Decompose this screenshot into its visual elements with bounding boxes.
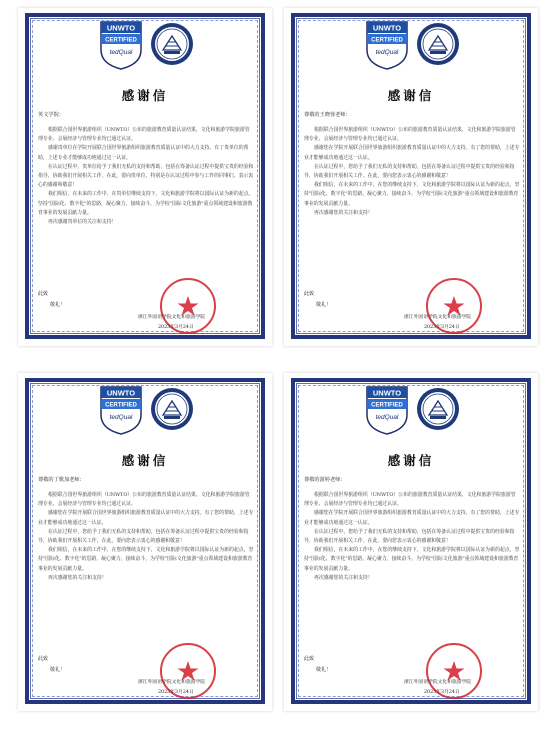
signer-name: 浙江外国语学院文化和旅游学院	[138, 680, 206, 685]
unwto-text: UNWTO	[372, 23, 402, 33]
letter-paragraph: 根据联合国世界旅游组织（UNWTO）公布的旅游教育质量认证结果，文化和旅游学院旅游管理专业、会展经济与管理专业均已通过认证。	[38, 492, 250, 508]
logo-row	[284, 20, 538, 70]
unwto-tedqual-logo	[365, 20, 409, 70]
salute-line: 敬礼！	[50, 302, 66, 308]
unwto-text: UNWTO	[106, 388, 136, 398]
unwto-tedqual-logo	[99, 385, 143, 435]
letter-paragraph: 我们相信，在未来的工作中，在您的继续支持下，文化和旅游学院将以国际认证为新的起点，坚持"国际化、数字化"的思路，凝心聚力，接续奋斗，为学校"国际文化旅游"重点领域建设和旅游教育事业的发展贡献力量。	[38, 547, 254, 572]
university-emblem	[150, 387, 194, 431]
letter-title: 感谢信	[387, 88, 435, 103]
letter-paragraph: 在认证过程中，您给予了我们无私的支持和帮助，包括在筹备认证过程中提供宝贵的经验和指导，协助我们开展相关工作。在此，要向您表示衷心的感谢和敬意！	[38, 528, 249, 545]
signer-name: 浙江外国语学院文化和旅游学院	[138, 315, 206, 320]
letter-paragraph: 我们相信，在未来的工作中，在贵单位继续支持下，文化和旅游学院将以国际认证为新的起点，坚持"国际化、数字化"的思路，凝心聚力，接续奋斗，为学校"国际文化旅游"重点领域建设和旅游教育事业的发展贡献力量。	[38, 191, 254, 216]
unwto-text: UNWTO	[106, 23, 136, 33]
tedqual-text: tedQual	[109, 49, 133, 56]
letter-body	[38, 491, 254, 583]
letter-paragraph: 感谢您在学院开展联合国世界旅游组织旅游教育质量认证中的大力支持。有了您的帮助，上述专业才能够成功地通过这一认证。	[304, 510, 520, 526]
unwto-tedqual-logo	[99, 20, 143, 70]
certified-text: CERTIFIED	[371, 402, 403, 409]
thank-you-letter-1	[18, 8, 272, 346]
university-emblem	[416, 387, 460, 431]
letter-paragraph: 感谢您在学院开展联合国世界旅游组织旅游教育质量认证中的大力支持。有了您的帮助，上述专业才能够成功地通过这一认证。	[38, 510, 254, 526]
letter-salutation: 尊敬的丁歌加老师：	[38, 477, 85, 483]
tedqual-text: tedQual	[375, 49, 399, 56]
logo-row	[18, 385, 272, 435]
salute-line: 敬礼！	[316, 667, 332, 673]
letter-paragraph: 根据联合国世界旅游组织（UNWTO）公布的旅游教育质量认证结果，文化和旅游学院旅游管理专业、会展经济与管理专业均已通过认证。	[38, 127, 250, 143]
letter-paragraph: 根据联合国世界旅游组织（UNWTO）公布的旅游教育质量认证结果，文化和旅游学院旅游管理专业、会展经济与管理专业均已通过认证。	[304, 492, 516, 508]
salute-line: 敬礼！	[50, 667, 66, 673]
letter-salutation: 尊敬的王晓蓉老师：	[304, 112, 351, 118]
letter-paragraph: 我们相信，在未来的工作中，在您的继续支持下，文化和旅游学院将以国际认证为新的起点，坚持"国际化、数字化"的思路，凝心聚力，接续奋斗，为学校"国际文化旅游"重点领域建设和旅游教育事业的发展贡献力量。	[304, 182, 520, 207]
letter-paragraph: 根据联合国世界旅游组织（UNWTO）公布的旅游教育质量认证结果，文化和旅游学院旅游管理专业、会展经济与管理专业均已通过认证。	[304, 127, 516, 143]
tedqual-text: tedQual	[375, 414, 399, 421]
signer-name: 浙江外国语学院文化和旅游学院	[404, 315, 472, 320]
thank-you-letter-4	[284, 373, 538, 711]
letter-paragraph: 再次感谢您的关注和支持！	[314, 574, 373, 581]
closing-line: 此致	[38, 656, 49, 662]
letter-paragraph: 再次感谢贵单位的关注和支持！	[48, 219, 117, 226]
letter-paragraph: 再次感谢您的关注和支持！	[314, 209, 373, 216]
thank-you-letter-2	[284, 8, 538, 346]
tedqual-text: tedQual	[109, 414, 133, 421]
unwto-tedqual-logo	[365, 385, 409, 435]
closing-line: 此致	[304, 656, 315, 662]
signature-date: 2023年3月24日	[424, 325, 460, 330]
unwto-text: UNWTO	[372, 388, 402, 398]
certified-text: CERTIFIED	[371, 37, 403, 44]
logo-row	[284, 385, 538, 435]
signer-name: 浙江外国语学院文化和旅游学院	[404, 680, 472, 685]
university-emblem	[416, 22, 460, 66]
letter-body	[304, 491, 520, 583]
letter-title: 感谢信	[121, 88, 169, 103]
letter-paragraph: 我们相信，在未来的工作中，在您的继续支持下，文化和旅游学院将以国际认证为新的起点，坚持"国际化、数字化"的思路，凝心聚力，接续奋斗，为学校"国际文化旅游"重点领域建设和旅游教育事业的发展贡献力量。	[304, 547, 520, 572]
thank-you-letter-3	[18, 373, 272, 711]
letter-body	[38, 126, 254, 227]
closing-line: 此致	[38, 291, 49, 297]
letter-paragraph: 感谢您在学院开展联合国世界旅游组织旅游教育质量认证中的大力支持。有了您的帮助，上述专业才能够成功地通过这一认证。	[304, 145, 520, 161]
certified-text: CERTIFIED	[105, 402, 137, 409]
signature-date: 2023年3月24日	[158, 325, 194, 330]
letter-title: 感谢信	[387, 453, 435, 468]
signature-date: 2023年3月24日	[424, 690, 460, 695]
letter-body	[304, 126, 520, 218]
letter-paragraph: 再次感谢您的关注和支持！	[48, 574, 107, 581]
letter-paragraph: 在认证过程中，贵单位给予了我们无私的支持和帮助，包括在筹备认证过程中提供宝贵的经验和指导，协助我们开展相关工作。在此，要向贵单位，特别是在认证过程中参与工作的同事们，表示衷心的感谢和敬意！	[38, 163, 254, 189]
salute-line: 敬礼！	[316, 302, 332, 308]
letter-paragraph: 在认证过程中，您给予了我们无私的支持和帮助，包括在筹备认证过程中提供宝贵的经验和指导，协助我们开展相关工作。在此，要向您表示衷心的感谢和敬意！	[304, 163, 515, 180]
letter-paragraph: 感谢贵单位在学院开展联合国世界旅游组织旅游教育质量认证中的大力支持。有了贵单位的帮助，上述专业才能够成功地通过这一认证。	[38, 145, 249, 161]
letter-title: 感谢信	[121, 453, 169, 468]
closing-line: 此致	[304, 291, 315, 297]
logo-row	[18, 20, 272, 70]
letter-salutation: 英文学院：	[38, 112, 64, 118]
letter-salutation: 尊敬的游婷老师：	[304, 477, 346, 483]
university-emblem	[150, 22, 194, 66]
signature-date: 2023年3月24日	[158, 690, 194, 695]
letter-paragraph: 在认证过程中，您给予了我们无私的支持和帮助，包括在筹备认证过程中提供宝贵的经验和指导，协助我们开展相关工作。在此，要向您表示衷心的感谢和敬意！	[304, 528, 515, 545]
certified-text: CERTIFIED	[105, 37, 137, 44]
